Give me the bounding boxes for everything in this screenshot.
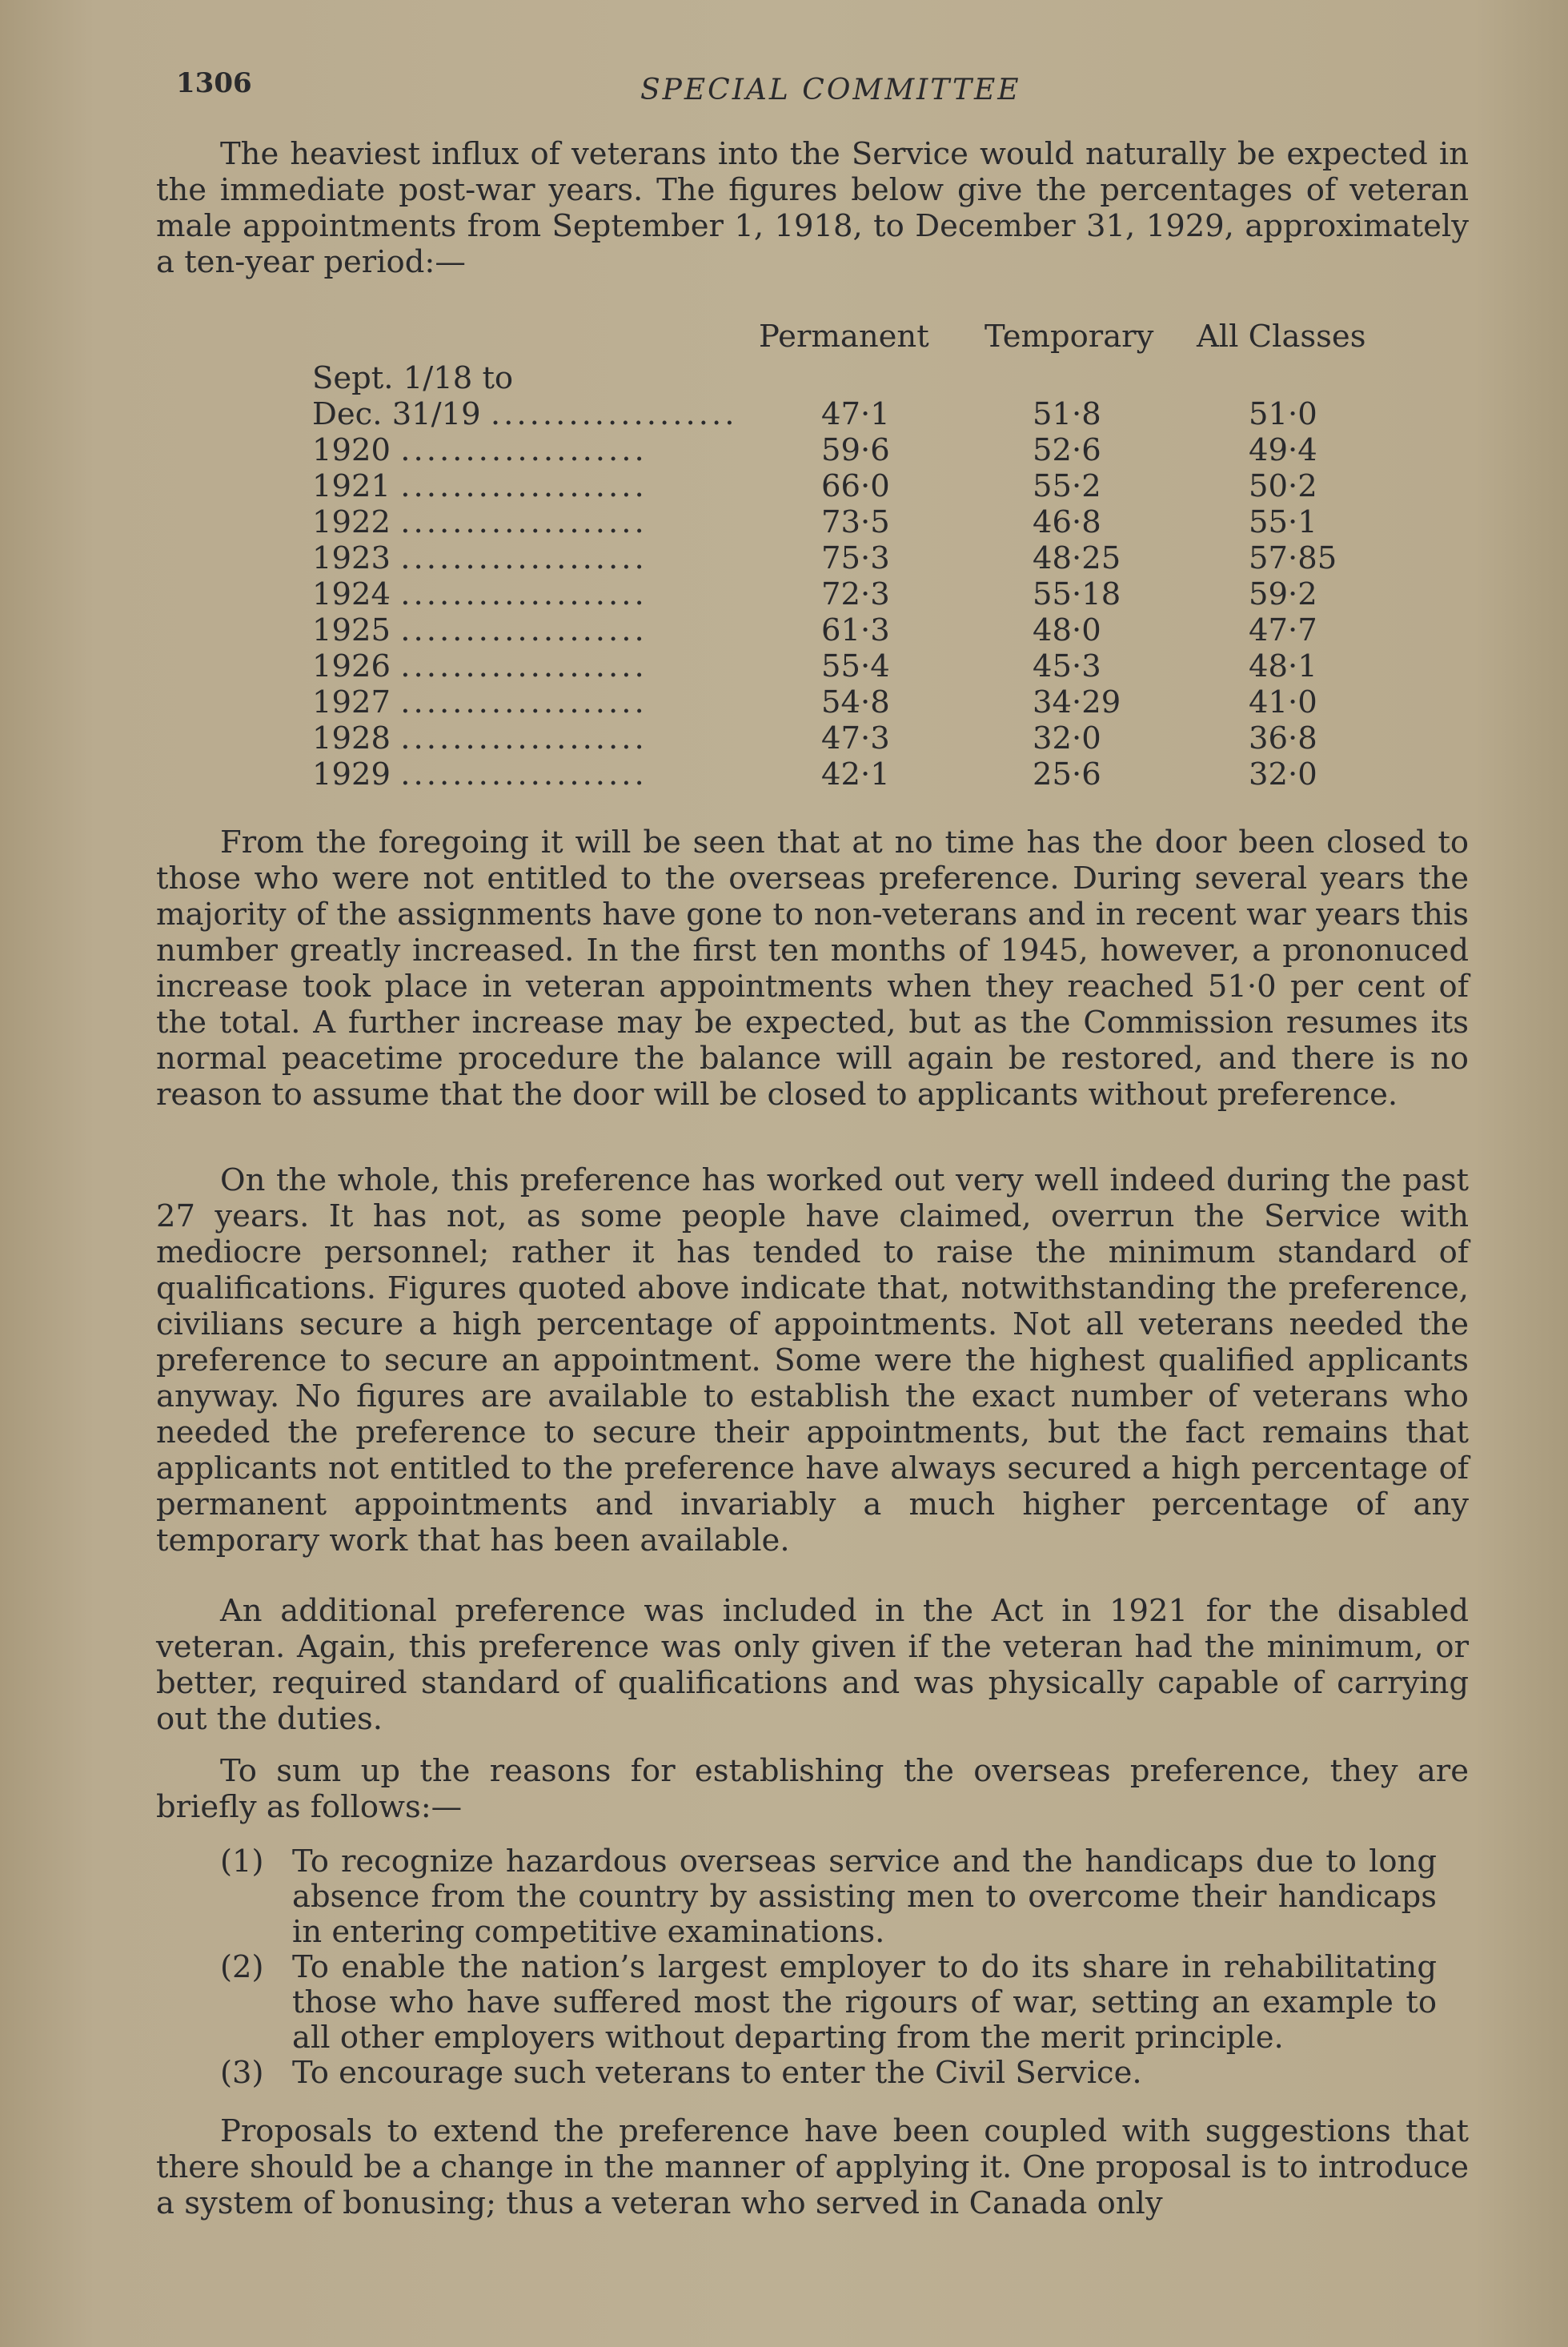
row-label: 1929 [312, 756, 391, 792]
cell-temporary: 45·3 [1033, 648, 1101, 684]
list-item-text: To enable the nation’s largest employer to do its share in rehabilitating those who have suffered most the rigours of war, setting an example to all other employers without departing from the merit principle. [292, 1949, 1437, 2056]
row-label-cell [312, 540, 648, 576]
table-row [312, 648, 1393, 684]
cell-permanent: 47·3 [821, 720, 890, 756]
page-number: 1306 [176, 67, 252, 99]
cell-all-classes: 51·0 [1249, 396, 1317, 432]
table-body [312, 396, 1393, 792]
cell-all-classes: 36·8 [1249, 720, 1317, 756]
row-label: 1926 [312, 648, 391, 684]
row-label-cell [312, 756, 648, 792]
list-item-number: (3) [220, 2055, 264, 2091]
row-label-cell [312, 396, 737, 432]
table-row [312, 432, 1393, 468]
row-label: 1921 [312, 468, 391, 504]
paragraph-text: On the whole, this preference has worked out very well indeed during the past 27 years. It has not, as some people have claimed, overrun the Service with mediocre personnel; rather it has tended to raise the minimum standard of qualifications. Figures quoted above indicate that, notwithstanding the preference, civilians secure a high percentage of appointments. Not all veterans needed the preference to secure an appointment. Some were the highest qualified applicants anyway. No figures are available to establish the exact number of veterans who needed the preference to secure their appointments, but the fact remains that applicants not entitled to the preference have always secured a high percentage of permanent appointments and invariably a much higher percentage of any temporary work that has been available. [156, 1162, 1469, 1559]
cell-permanent: 72·3 [821, 576, 890, 612]
running-head: SPECIAL COMMITTEE [640, 74, 1021, 106]
table-row [312, 504, 1393, 540]
cell-permanent: 66·0 [821, 468, 890, 504]
paragraph-4 [156, 1593, 1469, 1737]
cell-temporary: 52·6 [1033, 432, 1101, 468]
cell-all-classes: 48·1 [1249, 648, 1317, 684]
table-row [312, 684, 1393, 720]
cell-temporary: 55·2 [1033, 468, 1101, 504]
list-item-text: To recognize hazardous overseas service and the handicaps due to long absence from the country by assisting men to overcome their handicaps in entering competitive examinations. [292, 1843, 1437, 1950]
table-row [312, 576, 1393, 612]
cell-permanent: 42·1 [821, 756, 890, 792]
cell-permanent: 54·8 [821, 684, 890, 720]
row-label: 1925 [312, 612, 391, 648]
paragraph-text: From the foregoing it will be seen that at no time has the door been closed to those who were not entitled to the overseas preference. During several years the majority of the assignments have gone to non-veterans and in recent war years this number greatly increased. In the first ten months of 1945, however, a prononuced increase took place in veteran appointments when they reached 51·0 per cent of the total. A further increase may be expected, but as the Commission resumes its normal peacetime procedure the balance will again be restored, and there is no reason to assume that the door will be closed to applicants without preference. [156, 824, 1469, 1113]
leader-dots: ................... [490, 396, 738, 432]
row-label-cell [312, 612, 648, 648]
row-label-cell [312, 576, 648, 612]
leader-dots: ................... [400, 756, 648, 792]
row-label: 1927 [312, 684, 391, 720]
row-label: 1922 [312, 504, 391, 540]
list-item-text: To encourage such veterans to enter the Civil Service. [292, 2055, 1142, 2091]
cell-all-classes: 57·85 [1249, 540, 1337, 576]
table-header [312, 319, 1393, 360]
cell-temporary: 46·8 [1033, 504, 1101, 540]
list-item [220, 1950, 1437, 2056]
cell-permanent: 75·3 [821, 540, 890, 576]
appointments-table [312, 319, 1393, 792]
row-label-cell [312, 720, 648, 756]
paragraph-6 [156, 2113, 1469, 2221]
intro-paragraph [156, 136, 1469, 280]
row-label: 1923 [312, 540, 391, 576]
cell-all-classes: 59·2 [1249, 576, 1317, 612]
paragraph-text: Proposals to extend the preference have been coupled with suggestions that there should be a change in the manner of applying it. One proposal is to introduce a system of bonusing; thus a veteran who served in Canada only [156, 2113, 1469, 2221]
row-label-cell [312, 648, 648, 684]
list-item-number: (2) [220, 1949, 264, 1985]
cell-temporary: 51·8 [1033, 396, 1101, 432]
table-row [312, 468, 1393, 504]
cell-permanent: 47·1 [821, 396, 890, 432]
table-row-prefix [312, 360, 1393, 396]
paragraph-text: To sum up the reasons for establishing the overseas preference, they are briefly as follows:— [156, 1753, 1469, 1825]
cell-all-classes: 50·2 [1249, 468, 1317, 504]
row-label: Sept. 1/18 to [312, 360, 514, 396]
leader-dots: ................... [400, 720, 648, 756]
leader-dots: ................... [400, 504, 648, 540]
table-row [312, 396, 1393, 432]
cell-all-classes: 47·7 [1249, 612, 1317, 648]
table-row [312, 720, 1393, 756]
leader-dots: ................... [400, 540, 648, 576]
row-label-cell [312, 504, 648, 540]
column-header-temporary: Temporary [985, 319, 1154, 355]
leader-dots: ................... [400, 576, 648, 612]
row-label-cell [312, 432, 648, 468]
row-label: Dec. 31/19 [312, 396, 481, 432]
cell-permanent: 73·5 [821, 504, 890, 540]
leader-dots: ................... [400, 612, 648, 648]
cell-temporary: 25·6 [1033, 756, 1101, 792]
table-row [312, 540, 1393, 576]
leader-dots: ................... [400, 684, 648, 720]
paragraph-5 [156, 1753, 1469, 1825]
cell-permanent: 61·3 [821, 612, 890, 648]
page-header [0, 67, 1568, 115]
cell-temporary: 48·0 [1033, 612, 1101, 648]
cell-all-classes: 55·1 [1249, 504, 1317, 540]
cell-all-classes: 41·0 [1249, 684, 1317, 720]
cell-permanent: 55·4 [821, 648, 890, 684]
list-item [220, 1844, 1437, 1950]
list-item [220, 2056, 1437, 2091]
cell-temporary: 55·18 [1033, 576, 1121, 612]
paragraph-text: An additional preference was included in the Act in 1921 for the disabled veteran. Again, this preference was only given if the veteran had the minimum, or better, required standard of qualifications and was physically capable of carrying out the duties. [156, 1593, 1469, 1737]
cell-all-classes: 32·0 [1249, 756, 1317, 792]
column-header-permanent: Permanent [759, 319, 929, 355]
paragraph-2 [156, 824, 1469, 1113]
row-label: 1920 [312, 432, 391, 468]
cell-temporary: 34·29 [1033, 684, 1121, 720]
cell-temporary: 48·25 [1033, 540, 1121, 576]
row-label-cell [312, 468, 648, 504]
leader-dots: ................... [400, 468, 648, 504]
leader-dots: ................... [400, 432, 648, 468]
table-row [312, 612, 1393, 648]
cell-all-classes: 49·4 [1249, 432, 1317, 468]
row-label: 1924 [312, 576, 391, 612]
cell-permanent: 59·6 [821, 432, 890, 468]
reasons-list [220, 1844, 1437, 2091]
list-item-number: (1) [220, 1843, 264, 1880]
table-row [312, 756, 1393, 792]
row-label-cell [312, 684, 648, 720]
column-header-all-classes: All Classes [1197, 319, 1366, 355]
row-label: 1928 [312, 720, 391, 756]
leader-dots: ................... [400, 648, 648, 684]
paragraph-3 [156, 1162, 1469, 1559]
paragraph-text: The heaviest influx of veterans into the Service would naturally be expected in the immediate post-war years. The figures below give the percentages of veteran male appointments from September 1, 1918, to December 31, 1929, approximately a ten-year period:— [156, 136, 1469, 280]
cell-temporary: 32·0 [1033, 720, 1101, 756]
